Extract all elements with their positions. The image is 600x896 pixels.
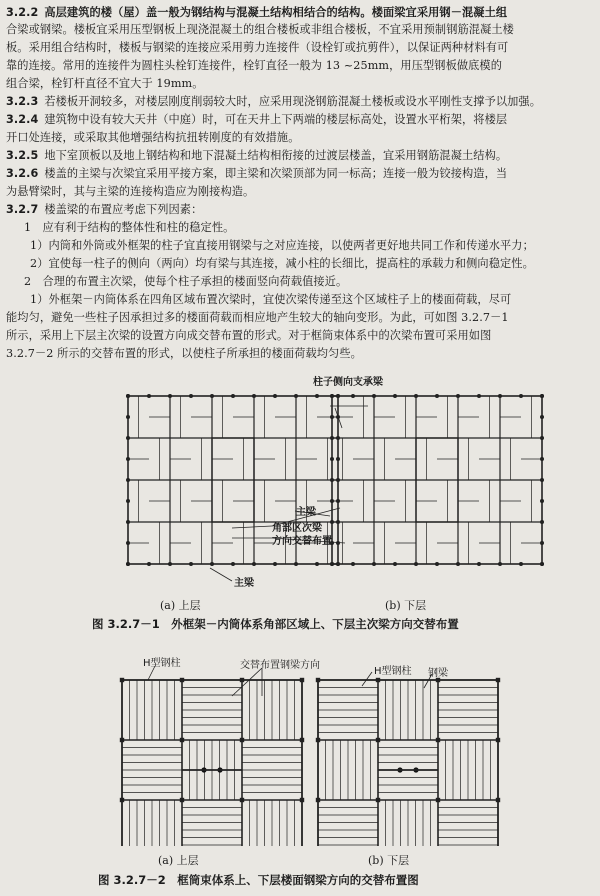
- paragraph-line: 1）内筒和外筒或外框架的柱子宜直接用钢梁与之对应连接，以使两者更好地共同工作和传递水平力；: [30, 239, 534, 252]
- paragraph-line: 开口处连接，或采取其他增强结构抗扭转刚度的有效措施。: [6, 131, 300, 144]
- paragraph-line: 为悬臂梁时，其与主梁的连接构造应为刚接构造。: [6, 185, 255, 198]
- section-number: 3.2.3: [6, 95, 39, 108]
- section-number: 3.2.6: [6, 167, 39, 180]
- label-main-beam-right: 主梁: [296, 507, 316, 518]
- figure-1-drawing: [0, 368, 600, 608]
- paragraph-line: 3.2.2 高层建筑的楼（屋）盖一般为钢结构与混凝土结构相结合的结构。楼面梁宜采用钢－混凝土组: [6, 5, 508, 19]
- section-number: 3.2.7: [6, 203, 39, 216]
- paragraph-line: 靠的连接。常用的连接件为圆柱头栓钉连接件，栓钉直径一般为 13 ~25mm，用压型钢板做底模的: [6, 59, 503, 72]
- paragraph-line: 3.2.7－2 所示的交替布置的形式，以使柱子所承担的楼面荷载均匀些。: [6, 347, 362, 360]
- paragraph-line: 组合梁，栓钉杆直径不宜大于 19mm。: [6, 77, 204, 90]
- section-number: 3.2.4: [6, 113, 39, 126]
- label-corner-secondary-beam: 角部区次梁: [272, 523, 322, 534]
- figure-2b-sublabel: (b) 下层: [368, 854, 410, 867]
- section-number: 3.2.2: [6, 6, 39, 19]
- label-steel-beam: 钢梁: [428, 668, 448, 679]
- paragraph-line: 2 合理的布置主次梁，使每个柱子承担的楼面竖向荷载值接近。: [24, 275, 348, 288]
- paragraph-line: 3.2.6 楼盖的主梁与次梁宜采用平接方案，即主梁和次梁顶部为同一标高；连接一般为铰接构造，当: [6, 167, 508, 180]
- label-h-steel-column-left: H型钢柱: [143, 658, 181, 669]
- paragraph-line: 2）宜使每一柱子的侧向（两向）均有梁与其连接，减小柱的长细比，提高柱的承载力和侧向稳定性。: [30, 257, 534, 270]
- section-number: 3.2.5: [6, 149, 39, 162]
- paragraph-line: 3.2.3 若楼板开洞较多，对楼层刚度削弱较大时，应采用现浇钢筋混凝土楼板或设水平刚性支撑予以加强。: [6, 95, 542, 108]
- label-h-steel-column-right: H型钢柱: [374, 666, 412, 677]
- figure-1a-sublabel: (a) 上层: [160, 599, 201, 612]
- paragraph-line: 能均匀，避免一些柱子因承担过多的楼面荷载而相应地产生较大的轴向变形。为此，可如图 3.2.7－1: [6, 311, 509, 324]
- figure-1-caption: 图 3.2.7－1 外框架－内筒体系角部区域上、下层主次梁方向交替布置: [92, 617, 459, 631]
- label-main-beam-left: 主梁: [234, 578, 254, 589]
- paragraph-line: 3.2.4 建筑物中设有较大天井（中庭）时，可在天井上下两端的楼层标高处，设置水平桁架，将楼层: [6, 113, 508, 126]
- figure-2b-lower-floor-plan: [316, 678, 500, 846]
- paragraph-line: 3.2.5 地下室顶板以及地上钢结构和地下混凝土结构相衔接的过渡层楼盖，宜采用钢筋混凝土结构。: [6, 149, 508, 162]
- figure-1b-sublabel: (b) 下层: [385, 599, 427, 612]
- paragraph-line: 合梁或钢梁。楼板宜采用压型钢板上现浇混凝土的组合楼板或非组合楼板，不宜采用预制钢筋混凝土楼: [6, 23, 514, 36]
- paragraph-line: 所示，采用上下层主次梁的设置方向成交替布置的形式。对于框筒束体系中的次梁布置可采用如图: [6, 329, 492, 342]
- label-alternate-beam-direction: 交替布置钢梁方向: [240, 660, 320, 671]
- label-alternate-direction: 方向交替布置: [272, 536, 332, 547]
- figure-2-caption: 图 3.2.7－2 框筒束体系上、下层楼面钢梁方向的交替布置图: [98, 873, 419, 887]
- paragraph-line: 3.2.7 楼盖梁的布置应考虑下列因素：: [6, 203, 203, 216]
- paragraph-line: 1）外框架－内筒体系在四角区域布置次梁时，宜使次梁传递至这个区域柱子上的楼面荷载，尽可: [30, 293, 512, 306]
- label-side-support-beam: 柱子侧向支承梁: [313, 377, 383, 388]
- paragraph-line: 板。采用组合结构时，楼板与钢梁的连接应采用剪力连接件（设栓钉或抗剪件），以保证两种材料有可: [6, 41, 509, 54]
- figure-2a-sublabel: (a) 上层: [158, 854, 199, 867]
- figure-2a-upper-floor-plan: [120, 678, 304, 846]
- paragraph-line: 1 应有利于结构的整体性和柱的稳定性。: [24, 221, 235, 234]
- figure-1b-lower-floor-plan: [330, 394, 544, 566]
